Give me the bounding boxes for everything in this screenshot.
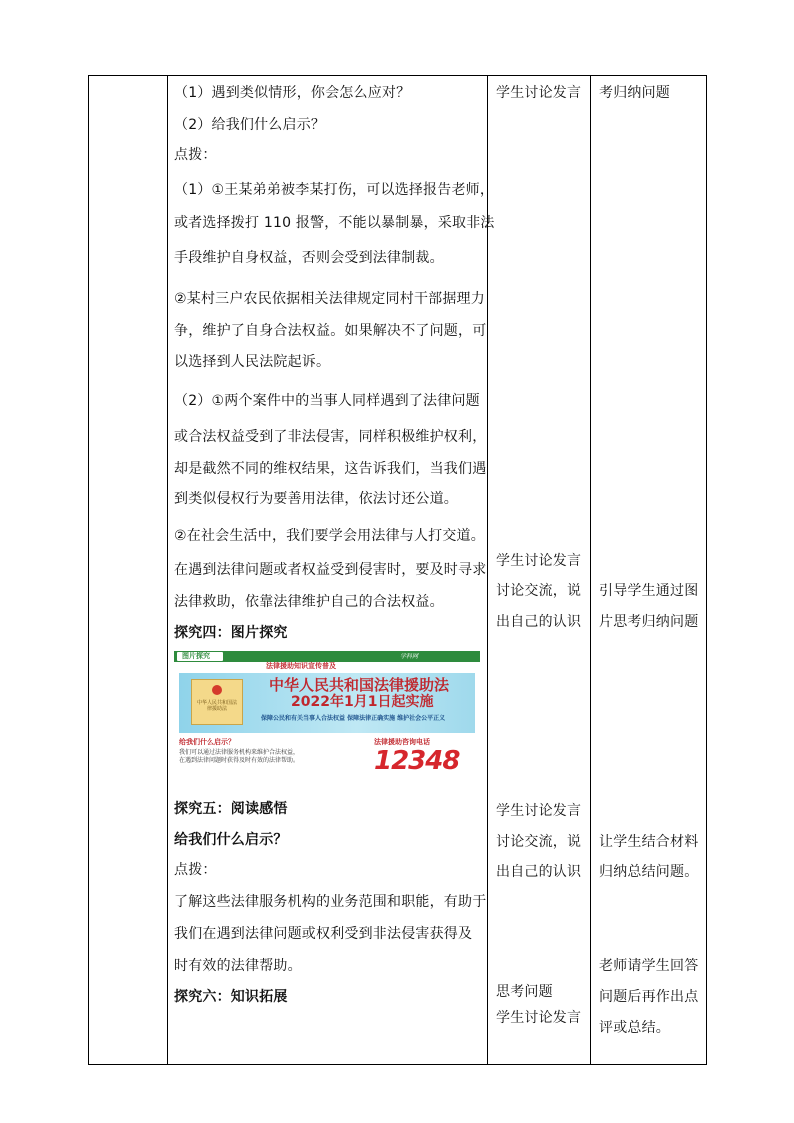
table-bottom-border (88, 1064, 707, 1065)
section-heading-5: 探究五：阅读感悟 (174, 801, 288, 817)
answer-line: 在遇到法律问题或者权益受到侵害时，要及时寻求 (174, 562, 487, 578)
design-intent: 归纳总结问题。 (599, 864, 699, 880)
answer-line: 以选择到人民法院起诉。 (174, 354, 331, 370)
column-divider-3 (590, 75, 591, 1065)
poster-answer: 在遇到法律问题时获得及时有效的法律帮助。 (179, 757, 300, 764)
poster-header-bar (174, 651, 480, 662)
design-intent: 考归纳问题 (599, 85, 670, 101)
design-intent: 评或总结。 (599, 1020, 670, 1036)
question-2: （2）给我们什么启示？ (174, 117, 326, 133)
poster-answer: 我们可以通过法律服务机构来维护合法权益， (179, 749, 300, 756)
poster-subline: 保障公民和有关当事人合法权益 保障法律正确实施 维护社会公平正义 (261, 715, 446, 722)
student-activity: 学生讨论发言 (496, 1010, 582, 1026)
section-heading-4: 探究四：图片探究 (174, 625, 288, 641)
poster-date: 2022年1月1日起实施 (291, 694, 434, 710)
student-activity: 出自己的认识 (496, 614, 582, 630)
table-right-border (706, 75, 707, 1065)
design-intent: 引导学生通过图 (599, 583, 699, 599)
hint-label: 点拨： (174, 862, 217, 878)
hint-label: 点拨： (174, 147, 217, 163)
answer-line: 手段维护自身权益，否则会受到法律制裁。 (174, 250, 444, 266)
table-top-border (88, 75, 707, 76)
student-activity: 思考问题 (496, 984, 553, 1000)
answer-line: 争，维护了自身合法权益。如果解决不了问题，可 (174, 323, 487, 339)
lesson-table (88, 75, 707, 1065)
poster-logo: 学科网 (400, 653, 419, 660)
answer-line: 到类似侵权行为要善用法律，依法讨还公道。 (174, 491, 458, 507)
answer-line: （1）①王某弟弟被李某打伤，可以选择报告老师， (174, 182, 495, 198)
legal-aid-poster-image (174, 651, 480, 777)
student-activity: 学生讨论发言 (496, 85, 582, 101)
poster-question: 给我们什么启示？ (179, 738, 235, 746)
question-1: （1）遇到类似情形，你会怎么应对？ (174, 85, 411, 101)
design-intent: 老师请学生回答 (599, 958, 699, 974)
poster-banner (179, 673, 475, 733)
student-activity: 学生讨论发言 (496, 553, 582, 569)
hotline-label: 法律援助咨询电话 (374, 738, 430, 746)
poster-tab-label: 图片探究 (182, 652, 210, 660)
national-emblem-icon (212, 685, 222, 695)
design-intent: 片思考归纳问题 (599, 614, 699, 630)
answer-line: 了解这些法律服务机构的业务范围和职能，有助于 (174, 894, 487, 910)
section-heading-6: 探究六：知识拓展 (174, 989, 288, 1005)
design-intent: 让学生结合材料 (599, 834, 699, 850)
answer-line: （2）①两个案件中的当事人同样遇到了法律问题 (174, 393, 480, 409)
answer-line: 我们在遇到法律问题或权利受到非法侵害获得及 (174, 926, 473, 942)
design-intent: 问题后再作出点 (599, 989, 699, 1005)
table-left-border (88, 75, 89, 1065)
answer-line: 法律救助，依靠法律维护自己的合法权益。 (174, 594, 444, 610)
poster-headline: 中华人民共和国法律援助法 (269, 676, 450, 694)
poster-slogan: 法律援助知识宣传普及 (266, 662, 336, 670)
student-activity: 讨论交流，说 (496, 834, 582, 850)
column-divider-1 (167, 75, 168, 1065)
answer-line: 时有效的法律帮助。 (174, 958, 302, 974)
question-5: 给我们什么启示？ (174, 832, 288, 848)
student-activity: 出自己的认识 (496, 864, 582, 880)
answer-line: ②某村三户农民依据相关法律规定同村干部据理力 (174, 291, 485, 307)
answer-line: 或合法权益受到了非法侵害，同样积极维护权利， (174, 429, 487, 445)
law-book-icon (191, 679, 243, 725)
answer-line: ②在社会生活中，我们要学会用法律与人打交道。 (174, 528, 485, 544)
student-activity: 讨论交流，说 (496, 583, 582, 599)
book-cover-text: 中华人民共和国法律援助法 (196, 700, 237, 712)
poster-tab (177, 652, 223, 661)
hotline-number: 12348 (374, 746, 460, 776)
answer-line: 却是截然不同的维权结果，这告诉我们，当我们遇 (174, 461, 487, 477)
answer-line: 或者选择拨打 110 报警，不能以暴制暴，采取非法 (174, 215, 495, 231)
student-activity: 学生讨论发言 (496, 803, 582, 819)
